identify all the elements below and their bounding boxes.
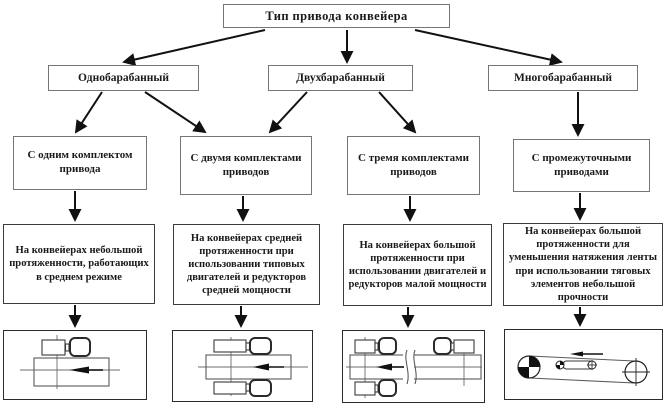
motor-icon [70, 338, 90, 356]
node-label: Многобарабанный [514, 72, 612, 84]
usage-note-long-conveyors-small-power [343, 224, 492, 306]
belt-top-line [530, 356, 634, 361]
scheme-single-drive [3, 330, 147, 400]
node-double-drum [268, 65, 413, 91]
usage-note-short-conveyors [3, 224, 155, 304]
motor-icon [379, 380, 396, 396]
node-multi-drum [488, 65, 638, 91]
scheme-intermediate-drive [504, 329, 663, 400]
node-label: Тип привода конвейера [265, 8, 408, 23]
node-intermediate-drives [513, 139, 650, 192]
belt-direction-arrow [570, 351, 603, 356]
node-one-drive-set [13, 136, 147, 190]
gearbox-icon [214, 382, 246, 394]
motor-icon [379, 338, 396, 354]
intermediate-belt-drive-scheme-icon [506, 331, 662, 399]
coupling-icon [375, 343, 378, 350]
single-drive-drum-scheme-icon [5, 332, 146, 399]
node-label: Однобарабанный [78, 72, 169, 84]
arrow-single-to-two-sets [145, 92, 205, 132]
drum-outline [34, 358, 109, 386]
intermediate-drive-unit-icon [556, 360, 597, 370]
triple-drive-drum-scheme-icon [344, 332, 484, 402]
node-label: С одним комплектом привода [27, 149, 133, 175]
belt-direction-arrow [253, 363, 284, 370]
scheme-two-drives [172, 330, 313, 402]
head-pulley-icon [622, 358, 650, 386]
belt-direction-arrow [376, 363, 404, 370]
belt-direction-arrow [69, 366, 103, 373]
note-text: На конвейерах небольшой протяженности, работающих в среднем режиме [9, 245, 149, 283]
node-three-drive-sets [347, 136, 480, 195]
gearbox-icon [42, 340, 65, 355]
tail-pulley-icon [518, 356, 540, 378]
gearbox-icon [355, 340, 375, 353]
node-label: Двухбарабанный [296, 72, 385, 84]
gearbox-icon [355, 382, 375, 395]
coupling-icon [65, 344, 69, 351]
coupling-icon [246, 384, 250, 391]
node-single-drum [48, 65, 199, 91]
scheme-three-drives [342, 330, 485, 403]
arrow-root-to-multi-drum [415, 30, 561, 62]
coupling-icon [375, 385, 378, 392]
note-text: На конвейерах большой протяженности для уменьшения натяжения ленты при использовании тяговых элементов небольшой прочности [509, 226, 657, 303]
motor-icon [434, 338, 451, 354]
usage-note-long-conveyors-tension [503, 223, 663, 306]
motor-icon [250, 338, 271, 354]
note-text: На конвейерах большой протяженности при использовании двигателей и редукторов малой мощности [348, 239, 487, 291]
coupling-icon [246, 343, 250, 350]
note-text: На конвейерах средней протяженности при использовании типовых двигателей и редукторов средней мощности [186, 232, 307, 297]
node-label: С тремя комплектами приводов [358, 151, 469, 178]
usage-note-medium-conveyors [173, 224, 320, 305]
belt-bottom-line [530, 378, 634, 383]
double-drive-drum-scheme-icon [174, 332, 312, 401]
node-label: С промежуточными приводами [531, 151, 632, 178]
node-two-drive-sets [180, 136, 312, 195]
gearbox-icon [454, 340, 474, 353]
arrow-single-to-one-set [76, 92, 102, 132]
arrow-double-to-two-sets [270, 92, 307, 132]
node-root-drive-type [223, 4, 450, 28]
node-label: С двумя комплектами приводов [190, 151, 302, 178]
arrow-root-to-single-drum [124, 30, 265, 62]
gearbox-icon [214, 340, 246, 352]
motor-icon [250, 380, 271, 396]
arrow-double-to-three-sets [379, 92, 415, 132]
